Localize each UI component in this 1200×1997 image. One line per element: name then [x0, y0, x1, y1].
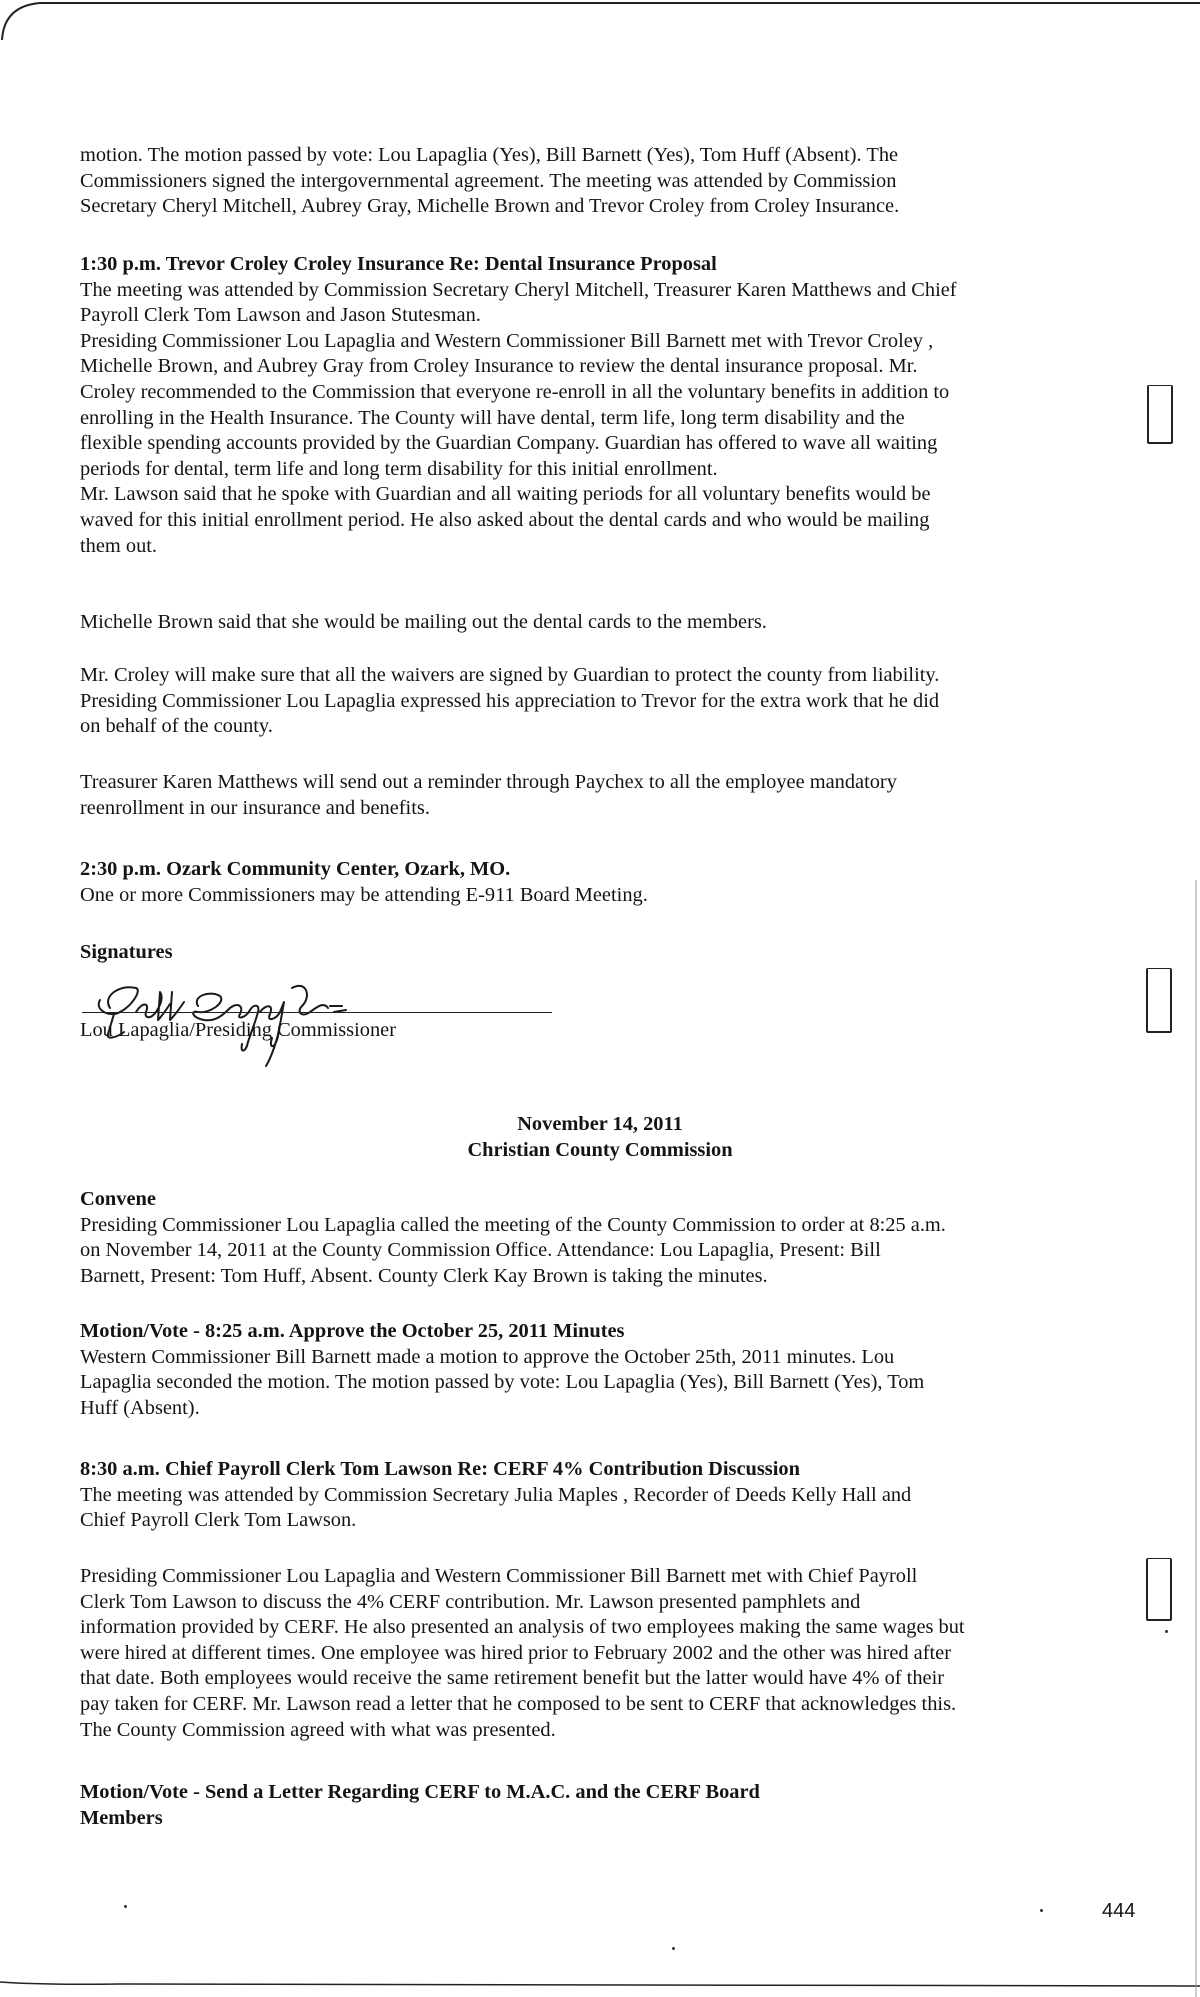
section-heading: 1:30 p.m. Trevor Croley Croley Insurance Re: Dental Insurance Proposal	[80, 253, 717, 275]
text-line: periods for dental, term life and long term disability for this initial enrollment.	[80, 457, 718, 480]
text-line: Presiding Commissioner Lou Lapaglia called the meeting of the County Commission to order at 8:25 a.m.	[80, 1213, 946, 1236]
margin-bracket-mark	[1146, 1558, 1172, 1621]
section-heading: Motion/Vote - 8:25 a.m. Approve the October 25, 2011 Minutes	[80, 1320, 625, 1342]
text-line: reenrollment in our insurance and benefits.	[80, 796, 430, 819]
cerf-body	[80, 1564, 1120, 1743]
text-line: Commissioners signed the intergovernmental agreement. The meeting was attended by Commission	[80, 169, 897, 192]
ozark-section	[80, 857, 1120, 908]
text-line: Barnett, Present: Tom Huff, Absent. County Clerk Kay Brown is taking the minutes.	[80, 1264, 768, 1287]
text-line: on November 14, 2011 at the County Commission Office. Attendance: Lou Lapaglia, Present: Bill	[80, 1239, 881, 1262]
text-line: were hired at different times. One employee was hired prior to February 2002 and the other was hired after	[80, 1641, 952, 1664]
text-line: flexible spending accounts provided by the Guardian Company. Guardian has offered to wave all waiting	[80, 432, 938, 455]
text-line: Michelle Brown said that she would be mailing out the dental cards to the members.	[80, 611, 767, 633]
text-line: Western Commissioner Bill Barnett made a motion to approve the October 25th, 2011 minutes. Lou	[80, 1345, 895, 1368]
dental-section	[80, 252, 1120, 559]
text-line: on behalf of the county.	[80, 715, 273, 738]
text-line: them out.	[80, 534, 158, 557]
text-line: waved for this initial enrollment period. He also asked about the dental cards and who would be mailing	[80, 508, 930, 531]
section-heading: Motion/Vote - Send a Letter Regarding CERF to M.A.C. and the CERF Board	[80, 1781, 760, 1803]
text-line: enrolling in the Health Insurance. The County will have dental, term life, long term disability and the	[80, 406, 905, 429]
signature-caption: Lou Lapaglia/Presiding Commissioner	[80, 1019, 397, 1041]
section-heading: 2:30 p.m. Ozark Community Center, Ozark, MO.	[80, 858, 511, 880]
cerf-section	[80, 1457, 1120, 1534]
signature-line	[82, 1012, 552, 1013]
meeting-body: Christian County Commission	[467, 1138, 733, 1161]
signature-caption-block	[80, 1018, 1120, 1044]
continued-paragraph	[80, 143, 1120, 220]
letter-section	[80, 1780, 1120, 1831]
text-line: Mr. Croley will make sure that all the waivers are signed by Guardian to protect the county from liability.	[80, 664, 940, 686]
meeting-header	[80, 1112, 1120, 1163]
croley-paragraph	[80, 663, 1120, 740]
text-line: Presiding Commissioner Lou Lapaglia and Western Commissioner Bill Barnett met with Chief Payroll	[80, 1565, 918, 1587]
section-heading: 8:30 a.m. Chief Payroll Clerk Tom Lawson Re: CERF 4% Contribution Discussion	[80, 1458, 800, 1480]
text-line: The meeting was attended by Commission Secretary Cheryl Mitchell, Treasurer Karen Matthews and Chief	[80, 278, 957, 301]
text-line: Lapaglia seconded the motion. The motion passed by vote: Lou Lapaglia (Yes), Bill Barnett (Yes), Tom	[80, 1371, 925, 1394]
text-line: Presiding Commissioner Lou Lapaglia expressed his appreciation to Trevor for the extra work that he did	[80, 689, 940, 712]
scan-speck	[124, 1905, 127, 1908]
section-heading: Convene	[80, 1188, 156, 1210]
scan-speck	[672, 1947, 675, 1950]
treasurer-paragraph	[80, 770, 1120, 821]
text-line: Payroll Clerk Tom Lawson and Jason Stutesman.	[80, 304, 481, 327]
text-line: pay taken for CERF. Mr. Lawson read a letter that he composed to be sent to CERF that acknowledges this.	[80, 1692, 957, 1715]
text-line: Mr. Lawson said that he spoke with Guardian and all waiting periods for all voluntary benefits would be	[80, 483, 931, 506]
text-line: Chief Payroll Clerk Tom Lawson.	[80, 1509, 357, 1532]
text-line: Clerk Tom Lawson to discuss the 4% CERF contribution. Mr. Lawson presented pamphlets and	[80, 1590, 861, 1613]
text-line: Michelle Brown, and Aubrey Gray from Croley Insurance to review the dental insurance proposal. Mr.	[80, 355, 918, 378]
text-line: information provided by CERF. He also presented an analysis of two employees making the same wages but	[80, 1616, 965, 1639]
meeting-date: November 14, 2011	[517, 1113, 683, 1135]
text-line: Secretary Cheryl Mitchell, Aubrey Gray, Michelle Brown and Trevor Croley from Croley Insurance.	[80, 195, 900, 218]
text-line: One or more Commissioners may be attending E-911 Board Meeting.	[80, 883, 648, 906]
text-line: The meeting was attended by Commission Secretary Julia Maples , Recorder of Deeds Kelly Hall and	[80, 1483, 912, 1506]
minutes-section	[80, 1319, 1120, 1421]
signatures-heading: Signatures	[80, 941, 173, 963]
text-line: Huff (Absent).	[80, 1396, 200, 1419]
text-line: that date. Both employees would receive the same retirement benefit but the latter would have 4% of their	[80, 1667, 945, 1690]
margin-bracket-mark	[1146, 968, 1172, 1033]
scan-speck	[1165, 1630, 1168, 1633]
margin-bracket-mark	[1147, 385, 1173, 444]
text-line: The County Commission agreed with what was presented.	[80, 1718, 556, 1741]
handwritten-signature	[80, 962, 380, 1072]
page-number: 444	[1102, 1900, 1136, 1922]
text-line: Presiding Commissioner Lou Lapaglia and Western Commissioner Bill Barnett met with Trevor Croley ,	[80, 329, 934, 352]
convene-section	[80, 1187, 1120, 1289]
michelle-paragraph	[80, 610, 1120, 636]
text-line: Croley recommended to the Commission that everyone re-enroll in all the voluntary benefits in addition to	[80, 380, 950, 403]
scan-speck	[1040, 1909, 1043, 1912]
text-line: motion. The motion passed by vote: Lou Lapaglia (Yes), Bill Barnett (Yes), Tom Huff (Absent). The	[80, 144, 899, 166]
section-heading: Members	[80, 1806, 163, 1829]
text-line: Treasurer Karen Matthews will send out a reminder through Paychex to all the employee mandatory	[80, 771, 897, 793]
